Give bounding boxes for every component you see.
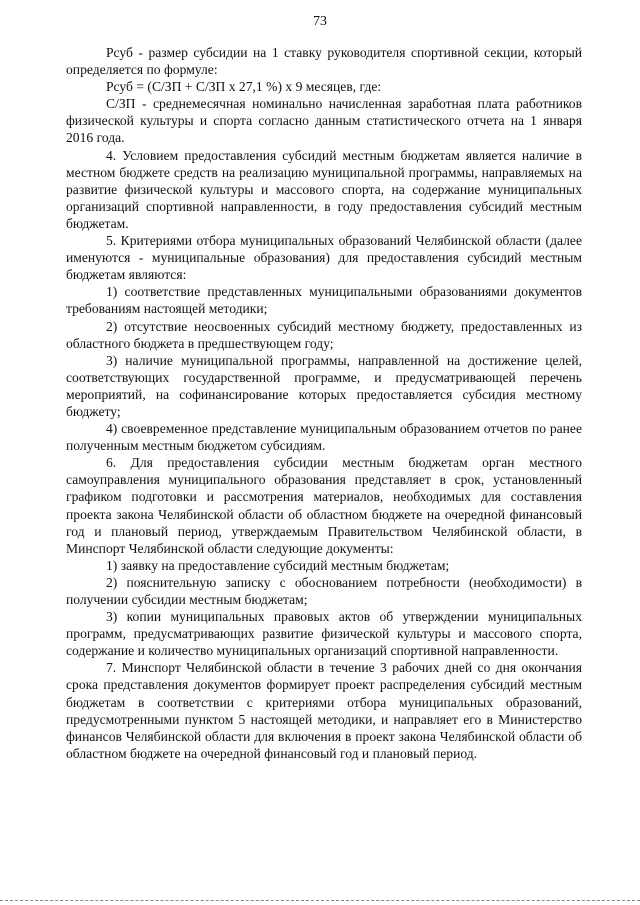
paragraph-szp-definition: С/ЗП - среднемесячная номинально начисленная заработная плата работников физической культуры и спорта согласно данным статистического отчета на 1 января 2016 года. [66, 96, 582, 146]
document-body [66, 44, 582, 762]
paragraph-item-6-1: 1) заявку на предоставление субсидий местным бюджетам; [106, 557, 450, 573]
paragraph-formula: Рсуб = (С/ЗП + С/ЗП х 27,1 %) х 9 месяцев, где: [106, 79, 382, 95]
paragraph-item-5-1: 1) соответствие представленных муниципальными образованиями документов требованиям настоящей методики; [66, 284, 582, 317]
bottom-divider [0, 900, 640, 901]
paragraph-item-4: 4. Условием предоставления субсидий местным бюджетам является наличие в местном бюджете средств на реализацию муниципальной программы, направляемых на развитие физической культуры и массового спорта, на содержание муниципальных организаций спортивной направленности, в году предоставления субсидий местным бюджетам. [66, 147, 582, 231]
paragraph-item-5-2: 2) отсутствие неосвоенных субсидий местному бюджету, предоставленных из областного бюджета в предшествующем году; [66, 318, 582, 351]
paragraph-item-7: 7. Минспорт Челябинской области в течение 3 рабочих дней со дня окончания срока представления документов формирует проект распределения субсидий местным бюджетам в соответствии с критериями отбора муниципальных образований, предусмотренными пунктом 5 настоящей методики, и направляет его в Министерство финансов Челябинской области для включения в проект закона Челябинской области об областном бюджете на очередной финансовый год и плановый период. [66, 660, 582, 761]
paragraph-item-5-4: 4) своевременное представление муниципальным образованием отчетов по ранее полученным местным бюджетом субсидиям. [66, 421, 582, 454]
paragraph-item-6-2: 2) пояснительную записку с обоснованием потребности (необходимости) в получении субсидии местным бюджетам; [66, 574, 582, 607]
paragraph-item-5: 5. Критериями отбора муниципальных образований Челябинской области (далее именуются - муниципальные образования) для предоставления субсидий местным бюджетам являются: [66, 233, 582, 283]
paragraph-item-6: 6. Для предоставления субсидии местным бюджетам орган местного самоуправления муниципального образования представляет в срок, установленный графиком подготовки и рассмотрения материалов, необходимых для составления проекта закона Челябинской области об областном бюджете на очередной финансовый год и плановый период, утверждаемым Правительством Челябинской области, в Минспорт Челябинской области следующие документы: [66, 455, 582, 556]
paragraph-item-5-3: 3) наличие муниципальной программы, направленной на достижение целей, соответствующих государственной программе, и предусматривающей перечень мероприятий, на софинансирование которых предоставляется субсидия местному бюджету; [66, 352, 582, 419]
paragraph-rsub-definition: Рсуб - размер субсидии на 1 ставку руководителя спортивной секции, который определяется по формуле: [66, 45, 582, 78]
page-number: 73 [313, 14, 327, 29]
paragraph-item-6-3: 3) копии муниципальных правовых актов об утверждении муниципальных программ, предусматривающих развитие физической культуры и массового спорта, содержание и количество муниципальных организаций спортивной направленности. [66, 609, 582, 659]
